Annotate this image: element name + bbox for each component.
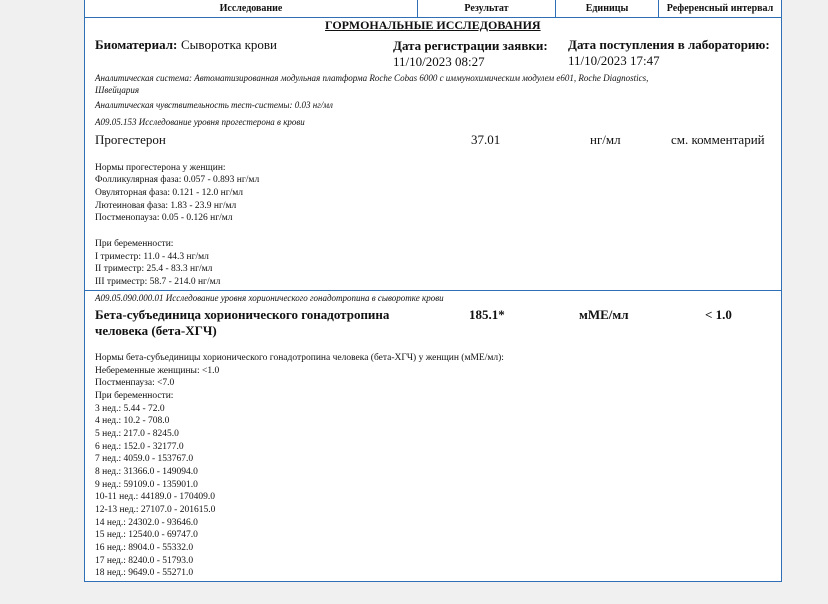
header-units: Единицы [556,0,659,17]
hcg-result: 185.1* [469,307,505,322]
progesterone-units: нг/мл [590,132,621,147]
lab-receipt-value: 11/10/2023 17:47 [568,53,660,68]
hcg-norm-line: Нормы бета-субъединицы хорионического гонадотропина человека (бета-ХГЧ) у женщин (мМЕ/мл): [95,353,504,363]
hcg-norm-line: 15 нед.: 12540.0 - 69747.0 [95,530,198,540]
hcg-norm-line: 7 нед.: 4059.0 - 153767.0 [95,454,194,464]
hcg-norm-line: 5 нед.: 217.0 - 8245.0 [95,429,179,439]
hcg-norm-line: 8 нед.: 31366.0 - 149094.0 [95,467,198,477]
sensitivity-note: Аналитическая чувствительность тест-системы: 0.03 нг/мл [95,100,333,110]
hcg-norm-line: 18 нед.: 9649.0 - 55271.0 [95,568,194,578]
progesterone-pregnancy-line: При беременности: [95,239,174,249]
hcg-reference: < 1.0 [705,307,732,322]
biomaterial-label: Биоматериал: [95,37,178,52]
hcg-norm-line: Постменпауза: <7.0 [95,378,175,388]
header-reference: Референсный интервал [666,3,774,14]
table-header [85,0,781,18]
hcg-name-line2: человека (бета-ХГЧ) [95,323,217,338]
hcg-name-line1: Бета-субъединица хорионического гонадотропина [95,307,390,322]
hcg-norm-line: Небеременные женщины: <1.0 [95,366,220,376]
hcg-code: A09.05.090.000.01 Исследование уровня хорионического гонадотропина в сыворотке крови [95,293,444,303]
hcg-norm-line: 9 нед.: 59109.0 - 135901.0 [95,480,198,490]
section-title: ГОРМОНАЛЬНЫЕ ИССЛЕДОВАНИЯ [325,18,541,32]
progesterone-pregnancy-line: II триместр: 25.4 - 83.3 нг/мл [95,264,213,274]
progesterone-norm-line: Фолликулярная фаза: 0.057 - 0.893 нг/мл [95,175,260,185]
registration-label: Дата регистрации заявки: [393,38,548,53]
progesterone-pregnancy-line: I триместр: 11.0 - 44.3 нг/мл [95,252,209,262]
report-sheet [84,0,782,582]
lab-receipt-label: Дата поступления в лабораторию: [568,37,770,52]
registration-value: 11/10/2023 08:27 [393,54,485,69]
progesterone-result: 37.01 [471,132,501,147]
hcg-norm-line: При беременности: [95,391,174,401]
progesterone-norm-line: Овуляторная фаза: 0.121 - 12.0 нг/мл [95,188,244,198]
analytic-system-line2: Швейцария [95,85,140,95]
hcg-norm-line: 14 нед.: 24302.0 - 93646.0 [95,518,198,528]
hcg-norm-line: 6 нед.: 152.0 - 32177.0 [95,442,184,452]
progesterone-code: A09.05.153 Исследование уровня прогестерона в крови [95,117,305,127]
analytic-system-line1: Аналитическая система: Автоматизированная модульная платформа Roche Cobas 6000 с иммунохимическим модулем e601, Roche Diagnostics, [95,73,649,83]
header-result: Результат [418,0,556,17]
hcg-norm-line: 16 нед.: 8904.0 - 55332.0 [95,543,194,553]
biomaterial-value: Сыворотка крови [181,37,278,52]
progesterone-norm-line: Нормы прогестерона у женщин: [95,163,226,173]
progesterone-name: Прогестерон [95,132,166,147]
hcg-norm-line: 17 нед.: 8240.0 - 51793.0 [95,556,194,566]
hcg-norm-line: 12-13 нед.: 27107.0 - 201615.0 [95,505,216,515]
progesterone-reference: см. комментарий [671,132,765,147]
hcg-norm-line: 4 нед.: 10.2 - 708.0 [95,416,170,426]
hcg-norm-line: 10-11 нед.: 44189.0 - 170409.0 [95,492,215,502]
hcg-units: мМЕ/мл [579,307,629,322]
progesterone-norm-line: Постменопауза: 0.05 - 0.126 нг/мл [95,213,233,223]
progesterone-pregnancy-line: III триместр: 58.7 - 214.0 нг/мл [95,277,221,287]
hcg-norm-line: 3 нед.: 5.44 - 72.0 [95,404,165,414]
progesterone-norm-line: Лютеиновая фаза: 1.83 - 23.9 нг/мл [95,201,237,211]
row-divider [85,290,781,291]
header-study: Исследование [85,0,418,17]
